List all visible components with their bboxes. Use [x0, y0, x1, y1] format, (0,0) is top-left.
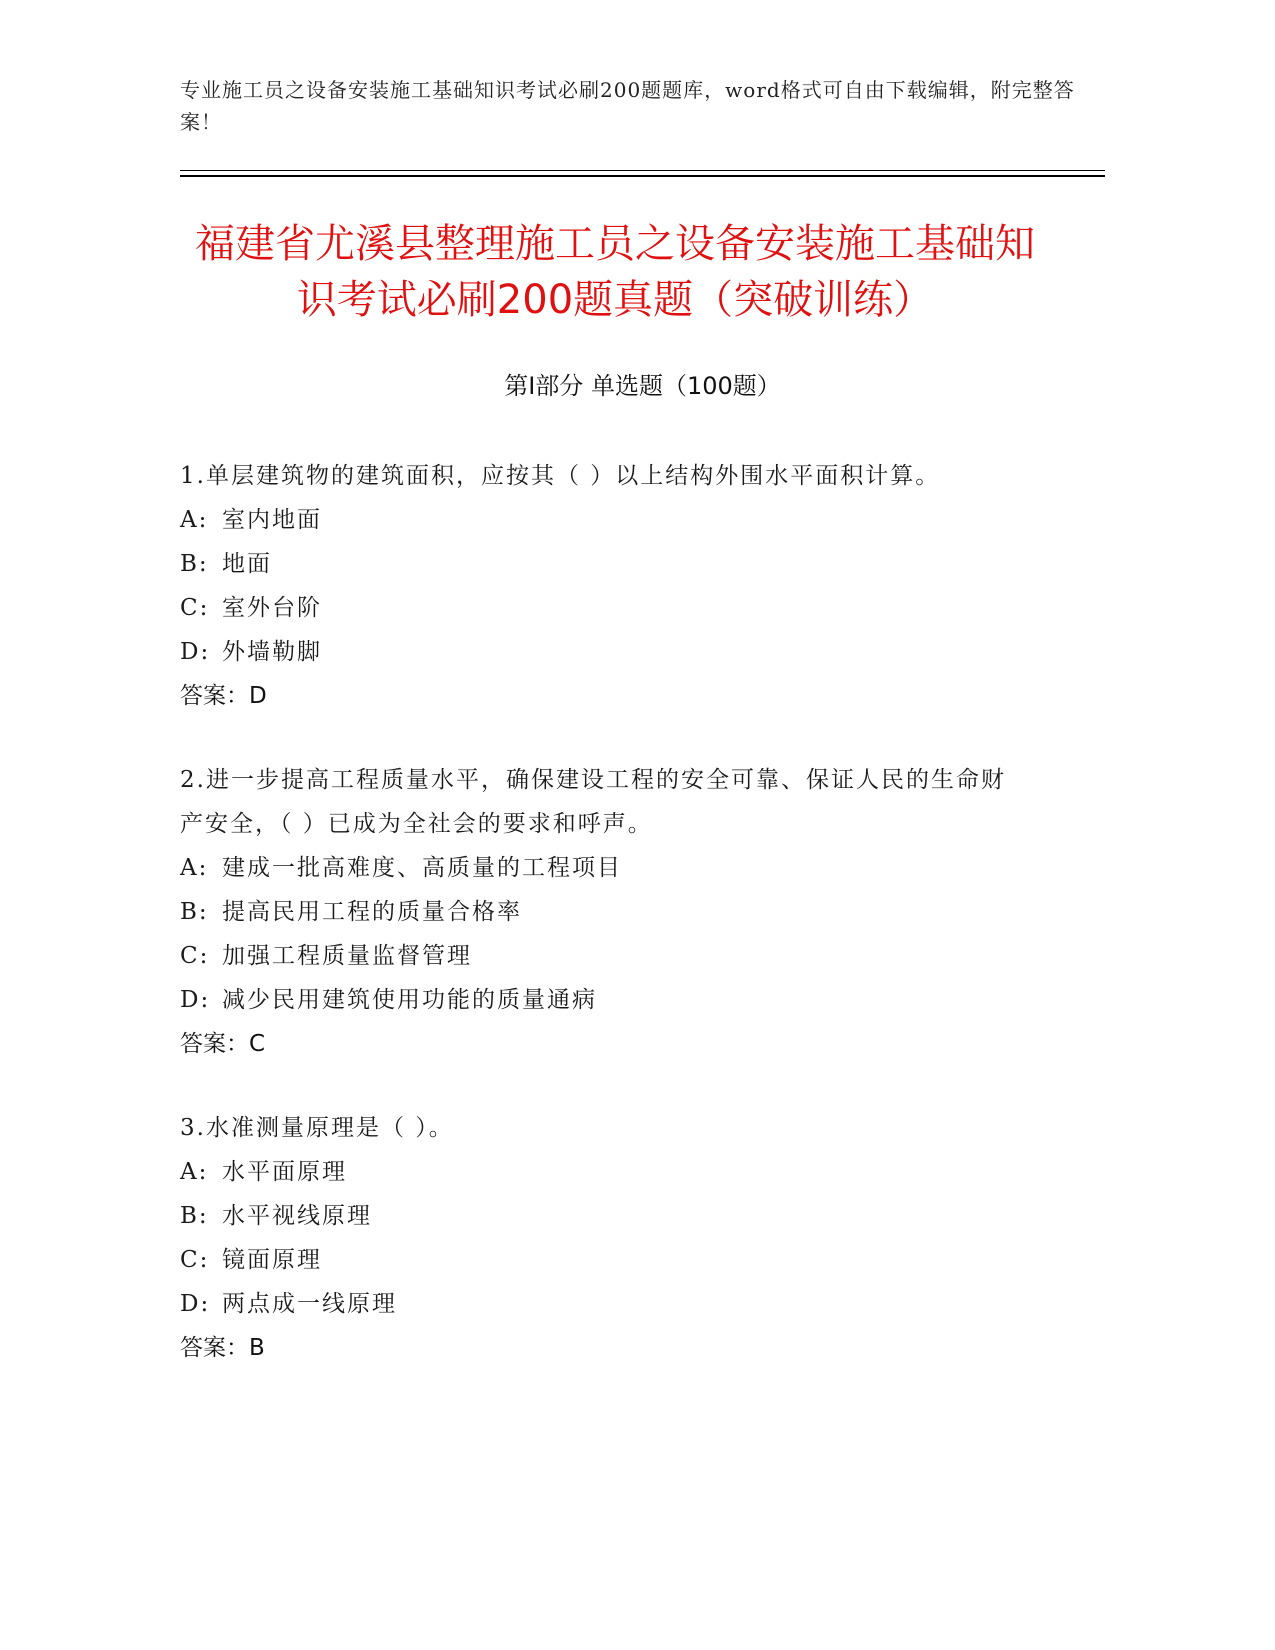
option-text: 水平视线原理	[222, 1203, 372, 1229]
option-key: A:	[180, 1159, 209, 1185]
option-key: C:	[180, 943, 210, 969]
option-d	[180, 1282, 1020, 1326]
option-d	[180, 978, 1020, 1022]
option-text: 两点成一线原理	[222, 1291, 397, 1317]
section-title: 第Ⅰ部分 单选题（100题）	[504, 372, 781, 400]
option-c	[180, 934, 1020, 978]
option-key: A:	[180, 855, 209, 881]
option-key: D:	[180, 1291, 211, 1317]
option-text: 地面	[222, 551, 272, 577]
option-b	[180, 542, 1020, 586]
document-title: 福建省尤溪县整理施工员之设备安装施工基础知识考试必刷200题真题（突破训练）	[195, 221, 1035, 323]
option-a	[180, 498, 1020, 542]
answer: 答案：B	[180, 1335, 265, 1361]
option-text: 水平面原理	[222, 1159, 347, 1185]
option-text: 加强工程质量监督管理	[222, 943, 472, 969]
header-divider-thin	[180, 170, 1105, 171]
option-b	[180, 890, 1020, 934]
question-1	[180, 454, 1020, 718]
option-text: 镜面原理	[222, 1247, 322, 1273]
option-text: 建成一批高难度、高质量的工程项目	[222, 855, 622, 881]
option-key: C:	[180, 1247, 210, 1273]
header-note: 专业施工员之设备安装施工基础知识考试必刷200题题库，word格式可自由下载编辑，附完整答案！	[180, 78, 1075, 134]
option-a	[180, 1150, 1020, 1194]
option-text: 外墙勒脚	[222, 639, 322, 665]
option-d	[180, 630, 1020, 674]
question-2	[180, 758, 1020, 1066]
option-b	[180, 1194, 1020, 1238]
option-key: B:	[180, 899, 209, 925]
option-c	[180, 1238, 1020, 1282]
option-key: D:	[180, 987, 211, 1013]
header-divider-thick	[180, 175, 1105, 177]
answer: 答案：D	[180, 683, 267, 709]
option-text: 提高民用工程的质量合格率	[222, 899, 522, 925]
option-key: A:	[180, 507, 209, 533]
option-key: B:	[180, 551, 209, 577]
question-text: 1.单层建筑物的建筑面积，应按其（ ）以上结构外围水平面积计算。	[180, 463, 941, 489]
option-text: 室内地面	[222, 507, 322, 533]
option-c	[180, 586, 1020, 630]
option-key: C:	[180, 595, 210, 621]
option-text: 减少民用建筑使用功能的质量通病	[222, 987, 597, 1013]
option-key: D:	[180, 639, 211, 665]
option-a	[180, 846, 1020, 890]
question-3	[180, 1106, 1020, 1370]
question-text: 2.进一步提高工程质量水平，确保建设工程的安全可靠、保证人民的生命财产安全，（ ）已成为全社会的要求和呼声。	[180, 767, 1006, 837]
option-text: 室外台阶	[222, 595, 322, 621]
option-key: B:	[180, 1203, 209, 1229]
answer: 答案：C	[180, 1031, 266, 1057]
question-text: 3.水准测量原理是（ ）。	[180, 1115, 454, 1141]
